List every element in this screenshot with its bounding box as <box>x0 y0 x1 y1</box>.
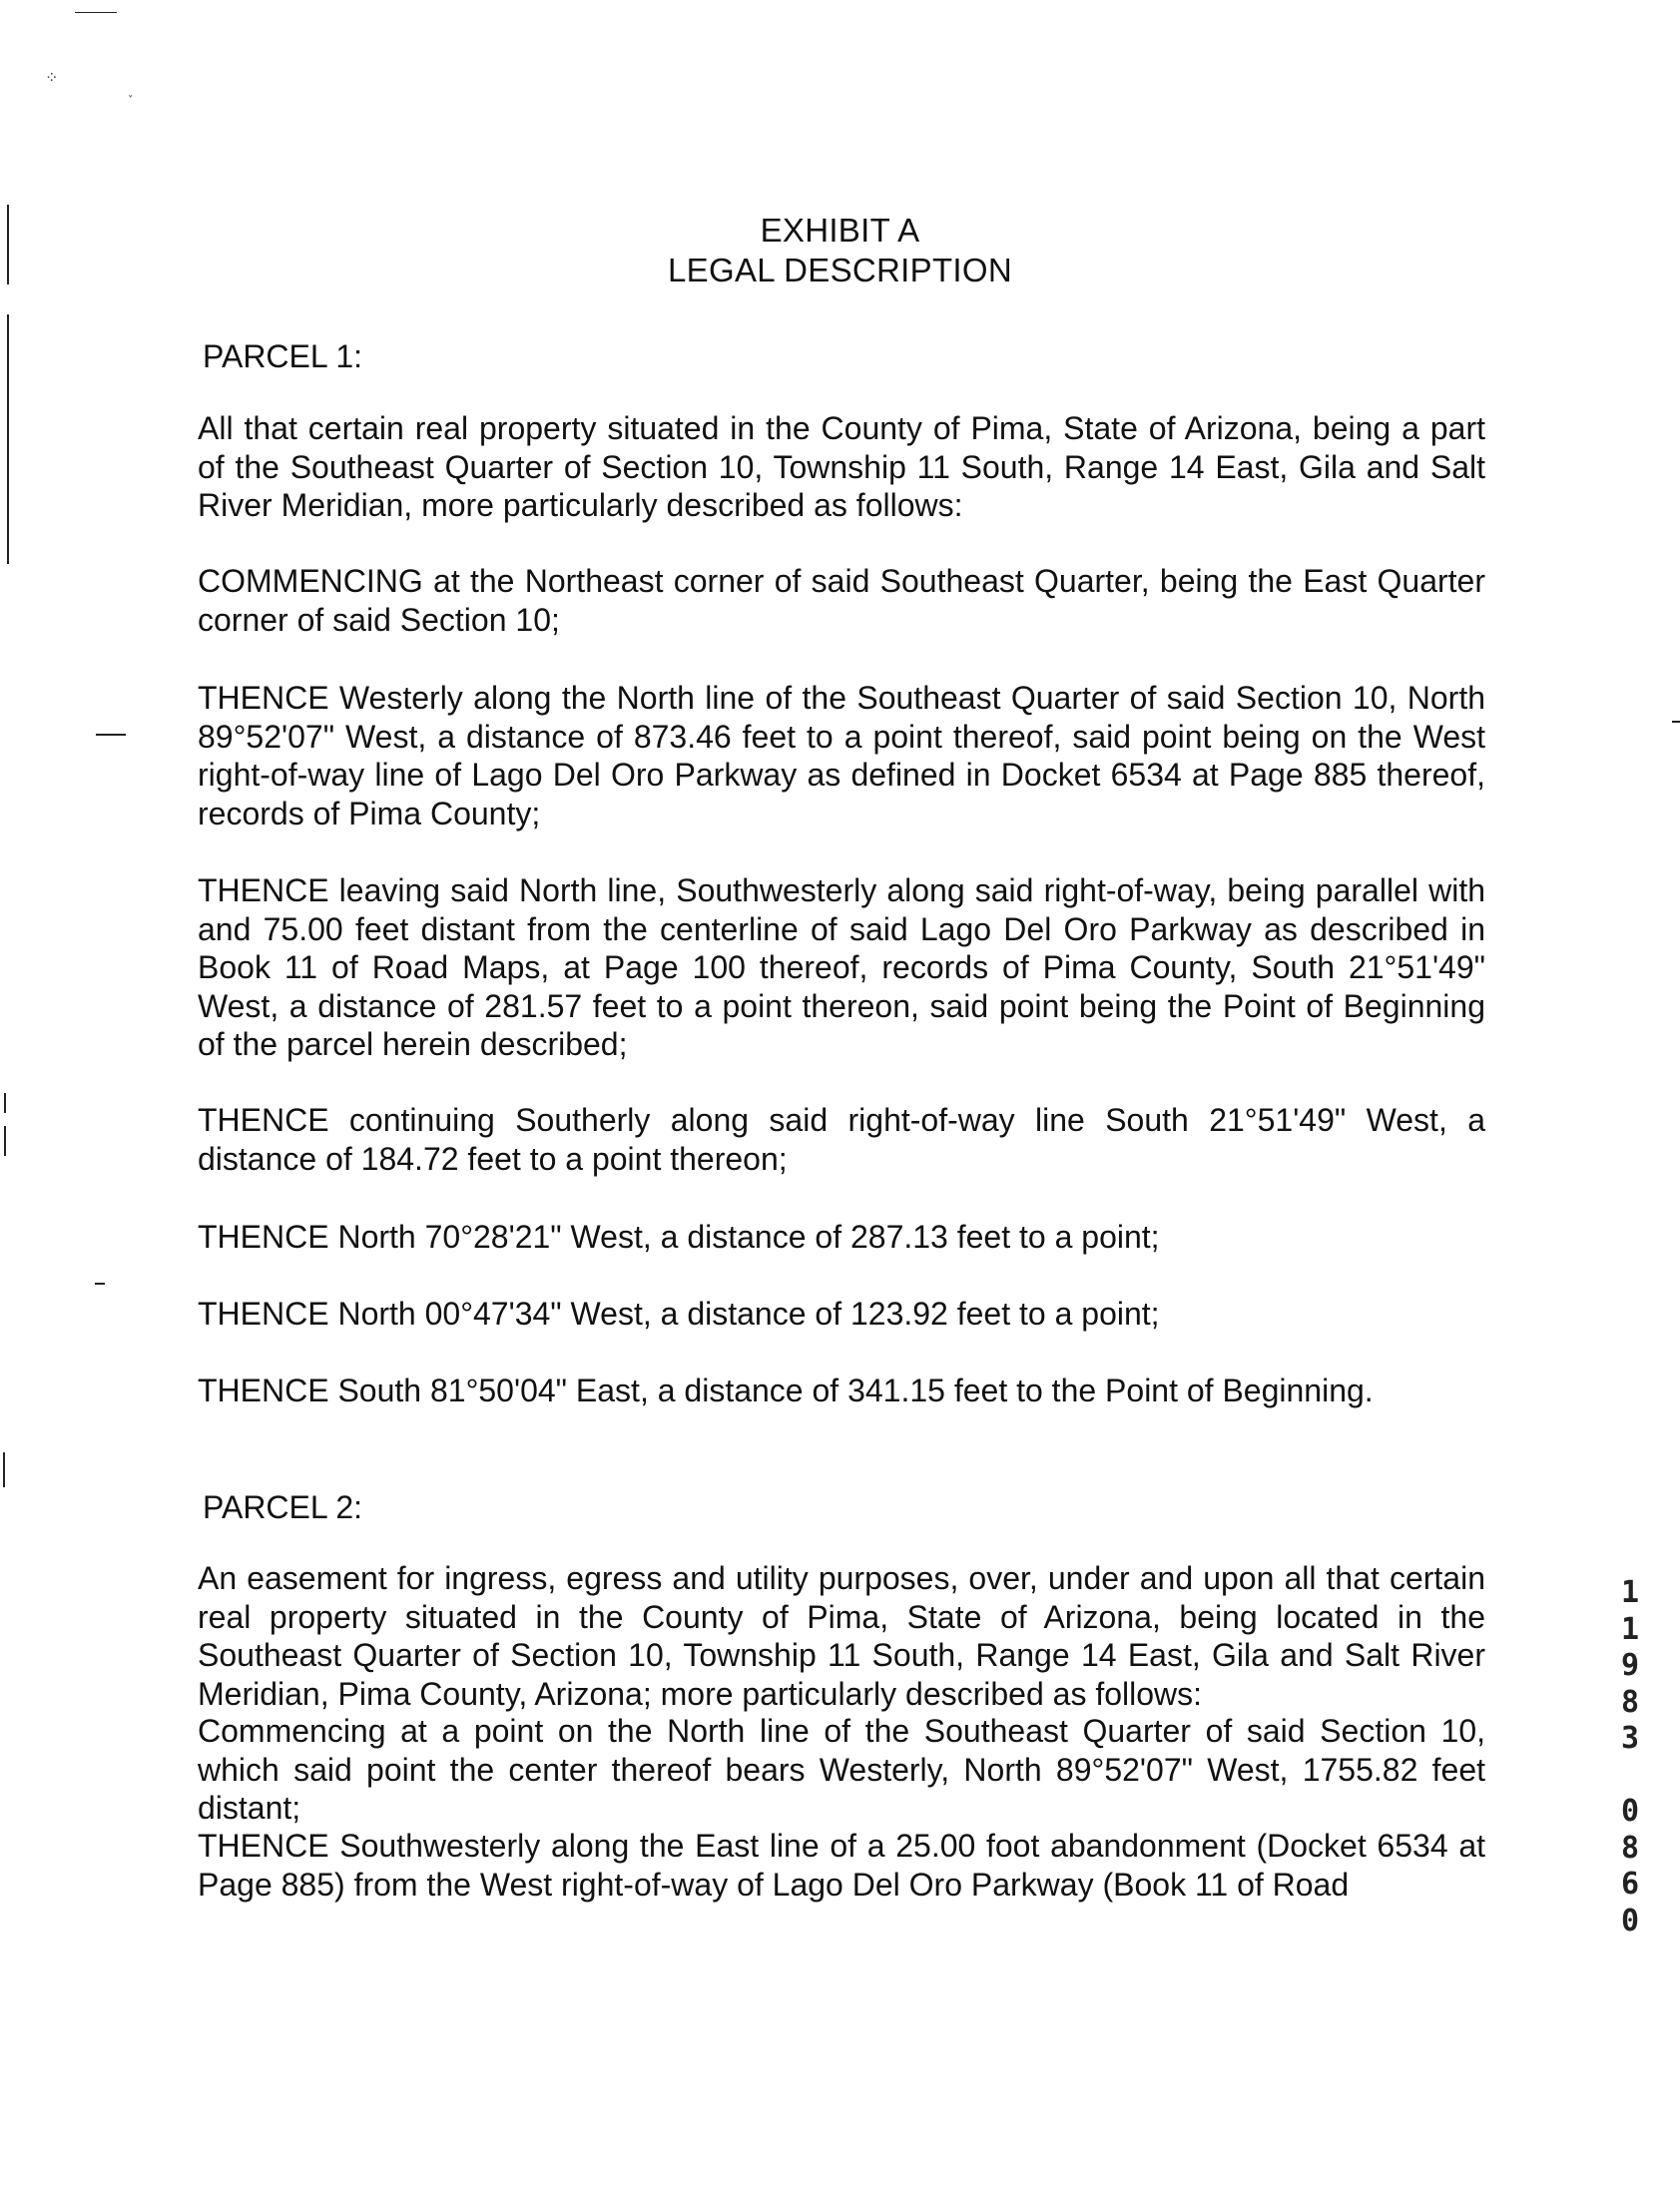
stamp-digit: 1 <box>1620 1575 1640 1610</box>
parcel-2-paragraph: Commencing at a point on the North line of the Southeast Quarter of said Section 10, which said point the center thereof bears Westerly, North 89°52'07" West, 1755.82 feet distant; <box>198 1713 1485 1826</box>
parcel-1-paragraph: All that certain real property situated in the County of Pima, State of Arizona, being a part of the Southeast Quarter of Section 10, Township 11 South, Range 14 East, Gila and Salt River Meridian, more particularly described as follows: <box>198 410 1485 523</box>
scan-mark <box>4 1093 6 1113</box>
parcel-2-heading: PARCEL 2: <box>203 1489 363 1525</box>
scan-mark <box>4 1126 6 1156</box>
scan-mark <box>1672 721 1680 723</box>
stamp-digit: 8 <box>1620 1684 1640 1720</box>
stamp-digit: 8 <box>1620 1830 1640 1866</box>
stamp-digit: 9 <box>1620 1648 1640 1683</box>
parcel-1-paragraph: THENCE leaving said North line, Southwesterly along said right-of-way, being parallel with and 75.00 feet distant from the centerline of said Lago Del Oro Parkway as described in Book 11 of Road Maps, at Page 100 thereof, records of Pima County, South 21°51'49" West, a distance of 281.57 feet to a point thereon, said point being the Point of Beginning of the parcel herein described; <box>198 872 1485 1062</box>
parcel-1-paragraph: THENCE South 81°50'04" East, a distance of 341.15 feet to the Point of Beginning. <box>198 1373 1374 1408</box>
parcel-1-paragraph: THENCE continuing Southerly along said right-of-way line South 21°51'49" West, a distance of 184.72 feet to a point thereon; <box>198 1102 1485 1177</box>
parcel-2-paragraph: An easement for ingress, egress and utility purposes, over, under and upon all that certain real property situated in the County of Pima, State of Arizona, being located in the Southeast Quarter of Section 10, Township 11 South, Range 14 East, Gila and Salt River Meridian, Pima County, Arizona; more particularly described as follows: <box>198 1560 1485 1712</box>
stamp-digit: 0 <box>1620 1794 1640 1829</box>
document-title-line-1: EXHIBIT A <box>760 212 920 249</box>
parcel-1-heading: PARCEL 1: <box>203 338 363 374</box>
stamp-digit: 1 <box>1620 1611 1640 1647</box>
stamp-digit: 6 <box>1620 1867 1640 1902</box>
parcel-1-paragraph: THENCE Westerly along the North line of the Southeast Quarter of said Section 10, North 89°52'07" West, a distance of 873.46 feet to a point thereof, said point being on the West right-of-way line of Lago Del Oro Parkway as defined in Docket 6534 at Page 885 thereof, records of Pima County; <box>198 680 1485 831</box>
parcel-1-paragraph: COMMENCING at the Northeast corner of said Southeast Quarter, being the East Quarter corner of said Section 10; <box>198 563 1485 638</box>
parcel-1-paragraph: THENCE North 00°47'34" West, a distance of 123.92 feet to a point; <box>198 1296 1160 1332</box>
scan-mark <box>7 314 9 564</box>
scan-mark <box>96 734 126 736</box>
stamp-digit: 0 <box>1620 1903 1640 1938</box>
document-title-line-2: LEGAL DESCRIPTION <box>668 252 1012 288</box>
scan-speck: ˯ <box>128 80 134 99</box>
scan-speck: ⁘ <box>45 68 59 87</box>
recording-stamp <box>1615 1575 1645 1939</box>
stamp-digit: 3 <box>1620 1721 1640 1756</box>
scan-mark <box>3 1452 5 1487</box>
stamp-gap <box>1615 1758 1645 1795</box>
scan-mark <box>95 1283 105 1285</box>
parcel-2-paragraph: THENCE Southwesterly along the East line of a 25.00 foot abandonment (Docket 6534 at Page 885) from the West right-of-way of Lago Del Oro Parkway (Book 11 of Road <box>198 1828 1485 1903</box>
scan-mark <box>75 12 117 13</box>
parcel-1-paragraph: THENCE North 70°28'21" West, a distance of 287.13 feet to a point; <box>198 1219 1160 1255</box>
